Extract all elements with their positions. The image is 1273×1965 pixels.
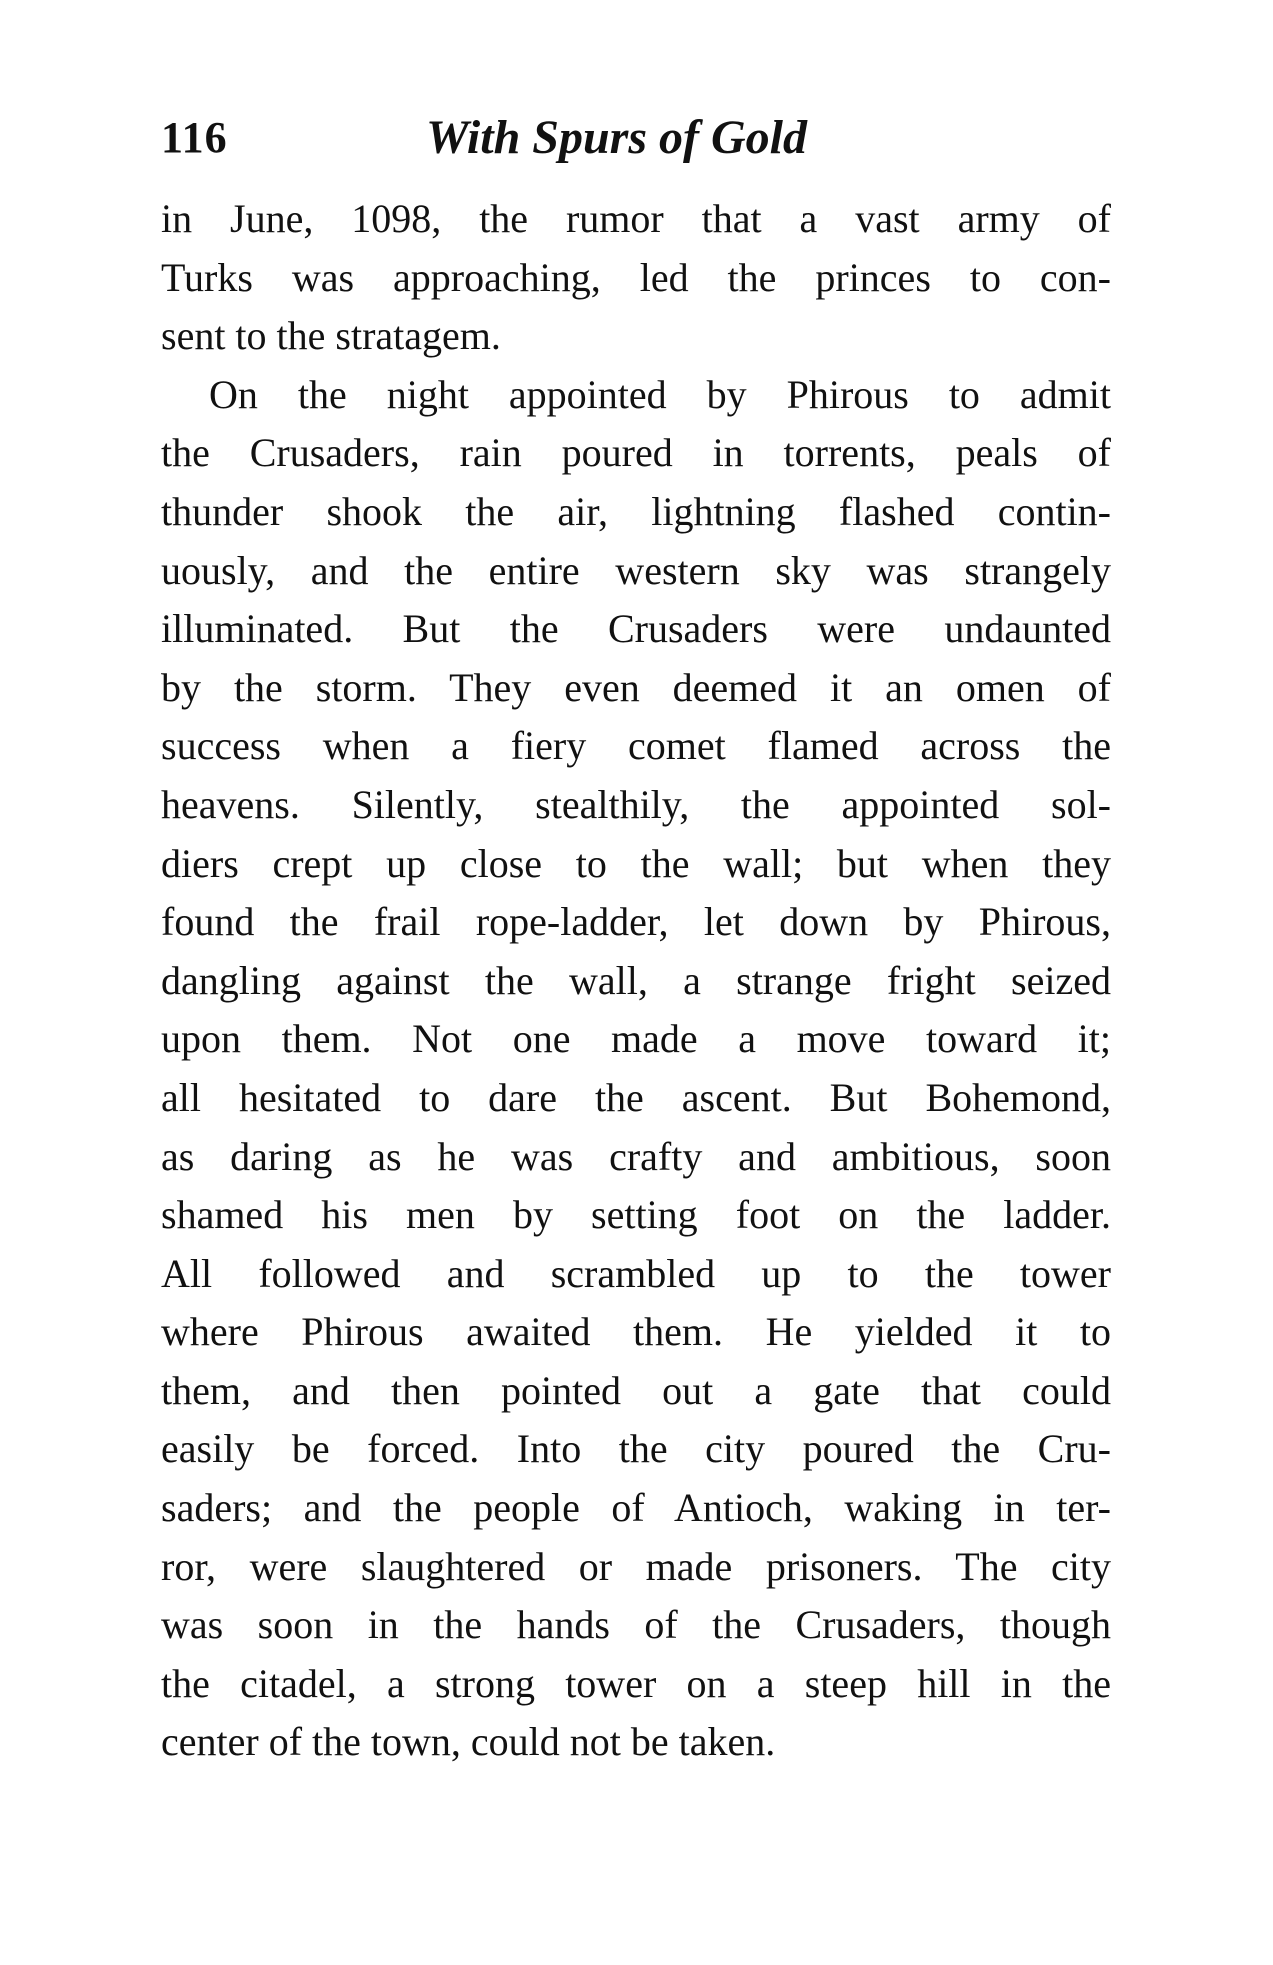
text-line: On the night appointed by Phirous to admit — [209, 371, 1111, 417]
text-line: them, and then pointed out a gate that could — [161, 1367, 1111, 1413]
text-line: shamed his men by setting foot on the ladder. — [161, 1192, 1111, 1238]
text-line: found the frail rope-ladder, let down by Phirous, — [161, 899, 1111, 945]
text-line: ror, were slaughtered or made prisoners. The city — [161, 1543, 1111, 1589]
page-number: 116 — [161, 113, 228, 162]
text-line: the citadel, a strong tower on a steep hill in the — [161, 1660, 1111, 1706]
text-line: success when a fiery comet flamed across the — [161, 723, 1111, 769]
text-line: heavens. Silently, stealthily, the appointed sol- — [161, 781, 1111, 827]
text-line: sent to the stratagem. — [161, 313, 501, 359]
text-line: dangling against the wall, a strange fright seized — [161, 957, 1111, 1003]
text-line: center of the town, could not be taken. — [161, 1719, 776, 1765]
running-title: With Spurs of Gold — [426, 111, 807, 164]
text-line: as daring as he was crafty and ambitious, soon — [161, 1133, 1111, 1179]
text-line: the Crusaders, rain poured in torrents, peals of — [161, 430, 1111, 476]
text-line: uously, and the entire western sky was strangely — [161, 547, 1111, 593]
text-line: was soon in the hands of the Crusaders, though — [161, 1602, 1111, 1648]
body-text — [161, 190, 1111, 1772]
running-head — [161, 108, 1111, 168]
text-line: all hesitated to dare the ascent. But Bohemond, — [161, 1074, 1111, 1120]
text-line: thunder shook the air, lightning flashed contin- — [161, 488, 1111, 534]
text-line: Turks was approaching, led the princes to con- — [161, 254, 1111, 300]
text-line: illuminated. But the Crusaders were undaunted — [161, 606, 1111, 652]
text-line: diers crept up close to the wall; but when they — [161, 840, 1111, 886]
text-line: easily be forced. Into the city poured the Cru- — [161, 1426, 1111, 1472]
text-line: All followed and scrambled up to the tower — [161, 1250, 1111, 1296]
text-line: in June, 1098, the rumor that a vast army of — [161, 196, 1111, 241]
text-line: by the storm. They even deemed it an omen of — [161, 664, 1111, 710]
text-line: saders; and the people of Antioch, waking in ter- — [161, 1485, 1111, 1531]
text-line: where Phirous awaited them. He yielded it to — [161, 1309, 1111, 1355]
text-line: upon them. Not one made a move toward it; — [161, 1016, 1111, 1062]
